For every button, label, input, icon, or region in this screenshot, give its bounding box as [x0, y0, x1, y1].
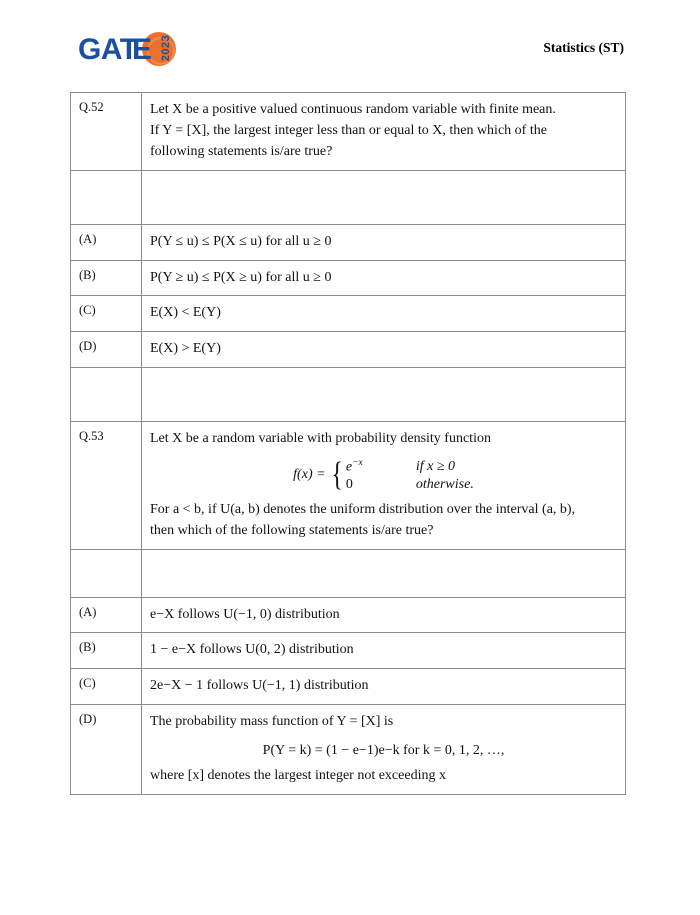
option-row-q53-c[interactable] — [71, 669, 626, 705]
q52-stem-line-3: following statements is/are true? — [150, 143, 333, 159]
spacer-cell-body-3 — [142, 549, 626, 597]
question-stem-q53 — [142, 422, 626, 549]
option-label-q53-b: (B) — [71, 633, 142, 669]
question-number-q53: Q.53 — [71, 422, 142, 549]
pdf-case-2-value: 0 — [345, 476, 353, 492]
option-label-q52-b: (B) — [71, 260, 142, 296]
pdf-case-2-condition: otherwise. — [415, 476, 474, 492]
pdf-lhs: f(x) = — [293, 467, 326, 483]
question-table — [70, 92, 626, 795]
option-row-q52-b[interactable] — [71, 260, 626, 296]
option-text-q53-d[interactable] — [142, 705, 626, 795]
q53-stem-tail — [150, 500, 617, 541]
option-row-q52-c[interactable] — [71, 296, 626, 332]
option-text-q53-b[interactable]: 1 − e−X follows U(0, 2) distribution — [142, 633, 626, 669]
option-label-q53-d: (D) — [71, 705, 142, 795]
q53-stem-lead: Let X be a random variable with probability density function — [150, 431, 491, 447]
option-text-q52-a[interactable]: P(Y ≤ u) ≤ P(X ≤ u) for all u ≥ 0 — [142, 224, 626, 260]
option-label-q52-a: (A) — [71, 224, 142, 260]
q53-tail-line-1: For a < b, if U(a, b) denotes the uniform distribution over the interval (a, b), — [150, 501, 576, 517]
paper-title: Statistics (ST) — [543, 40, 624, 55]
q52-stem-line-1: Let X be a positive valued continuous random variable with finite mean. — [150, 102, 556, 117]
pdf-case-1-base: e — [345, 459, 353, 475]
option-text-q52-c[interactable]: E(X) < E(Y) — [142, 296, 626, 332]
pdf-cases — [346, 458, 474, 493]
logo-wordmark: GAT — [78, 33, 138, 66]
q53-tail-line-2: then which of the following statements is/are true? — [150, 522, 434, 538]
q53-d-lead: The probability mass function of Y = [X] is — [150, 714, 394, 730]
spacer-row-q53 — [71, 549, 626, 597]
option-row-q52-a[interactable] — [71, 224, 626, 260]
gate-logo — [78, 28, 198, 76]
q53-pdf-formula — [150, 458, 617, 493]
question-number-q52: Q.52 — [71, 93, 142, 171]
option-row-q53-a[interactable] — [71, 597, 626, 633]
option-label-q53-c: (C) — [71, 669, 142, 705]
logo-year-label: 2023 — [160, 34, 172, 62]
spacer-cell-body — [142, 170, 626, 224]
spacer-cell-label-3 — [71, 549, 142, 597]
logo-letter-e: E — [132, 33, 153, 66]
spacer-row-q52 — [71, 170, 626, 224]
option-text-q52-d[interactable]: E(X) > E(Y) — [142, 332, 626, 368]
spacer-row-between-questions — [71, 368, 626, 422]
pdf-case-1-condition: if x ≥ 0 — [415, 459, 456, 474]
q53-d-formula: P(Y = k) = (1 − e−1)e−k for k = 0, 1, 2, …, — [262, 743, 505, 759]
pdf-case-2 — [346, 476, 474, 493]
option-row-q53-b[interactable] — [71, 633, 626, 669]
pdf-case-1-value — [346, 458, 398, 476]
piecewise-expression — [293, 458, 474, 493]
option-label-q52-c: (C) — [71, 296, 142, 332]
option-text-q52-b[interactable]: P(Y ≥ u) ≤ P(X ≥ u) for all u ≥ 0 — [142, 260, 626, 296]
question-row-q52 — [71, 93, 626, 171]
option-label-q53-a: (A) — [71, 597, 142, 633]
spacer-cell-body-2 — [142, 368, 626, 422]
page-header — [70, 24, 626, 82]
pdf-case-1-exponent: −x — [352, 458, 363, 468]
question-row-q53 — [71, 422, 626, 549]
question-stem-q52 — [142, 93, 626, 171]
option-label-q52-d: (D) — [71, 332, 142, 368]
q52-stem-line-2: If Y = [X], the largest integer less than or equal to X, then which of the — [150, 122, 547, 138]
option-text-q53-c[interactable]: 2e−X − 1 follows U(−1, 1) distribution — [142, 669, 626, 705]
left-brace-icon: { — [330, 456, 343, 494]
option-row-q52-d[interactable] — [71, 332, 626, 368]
pdf-case-1 — [346, 458, 474, 476]
q53-d-tail: where [x] denotes the largest integer not exceeding x — [150, 767, 446, 783]
spacer-cell-label — [71, 170, 142, 224]
option-row-q53-d[interactable] — [71, 705, 626, 795]
spacer-cell-label-2 — [71, 368, 142, 422]
option-text-q53-a[interactable]: e−X follows U(−1, 0) distribution — [142, 597, 626, 633]
